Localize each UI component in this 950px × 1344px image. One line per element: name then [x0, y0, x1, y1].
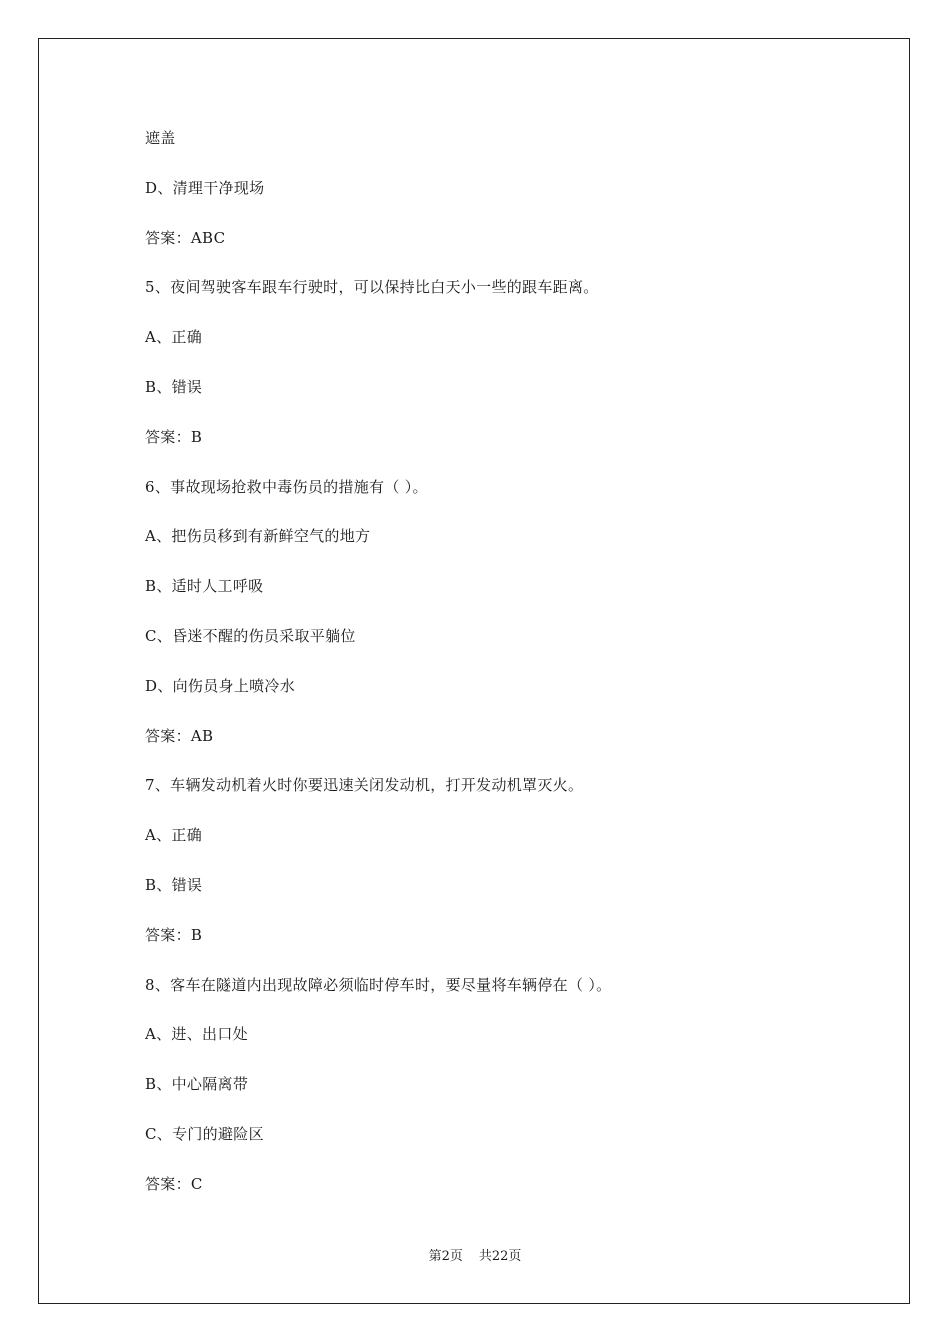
option-line: D、向伤员身上喷冷水 — [145, 676, 296, 695]
page-number: 第2页 — [428, 1249, 463, 1264]
answer-line: 答案：B — [145, 427, 203, 446]
option-line: D、清理干净现场 — [145, 178, 265, 197]
option-line: B、适时人工呼吸 — [145, 577, 264, 596]
option-line: B、错误 — [145, 875, 203, 894]
answer-line: 答案：B — [145, 925, 203, 944]
option-line: A、正确 — [145, 328, 203, 347]
answer-line: 答案：ABC — [145, 228, 226, 247]
option-continuation: 遮盖 — [145, 129, 176, 147]
page-total: 共22页 — [478, 1249, 522, 1264]
question-7: 7、车辆发动机着火时你要迅速关闭发动机，打开发动机罩灭火。 — [145, 776, 584, 795]
document-body — [145, 127, 845, 1223]
option-line: C、专门的避险区 — [145, 1124, 264, 1143]
option-line: B、中心隔离带 — [145, 1075, 249, 1094]
page-footer — [0, 1248, 950, 1266]
question-8: 8、客车在隧道内出现故障必须临时停车时，要尽量将车辆停在（ ）。 — [145, 975, 612, 994]
option-line: B、错误 — [145, 377, 203, 396]
question-6: 6、事故现场抢救中毒伤员的措施有（ ）。 — [145, 477, 428, 496]
option-line: C、昏迷不醒的伤员采取平躺位 — [145, 626, 356, 645]
answer-line: 答案：AB — [145, 726, 214, 745]
answer-line: 答案：C — [145, 1174, 203, 1193]
option-line: A、进、出口处 — [145, 1025, 248, 1044]
option-line: A、正确 — [145, 826, 203, 845]
question-5: 5、夜间驾驶客车跟车行驶时，可以保持比白天小一些的跟车距离。 — [145, 278, 599, 297]
option-line: A、把伤员移到有新鲜空气的地方 — [145, 527, 371, 546]
